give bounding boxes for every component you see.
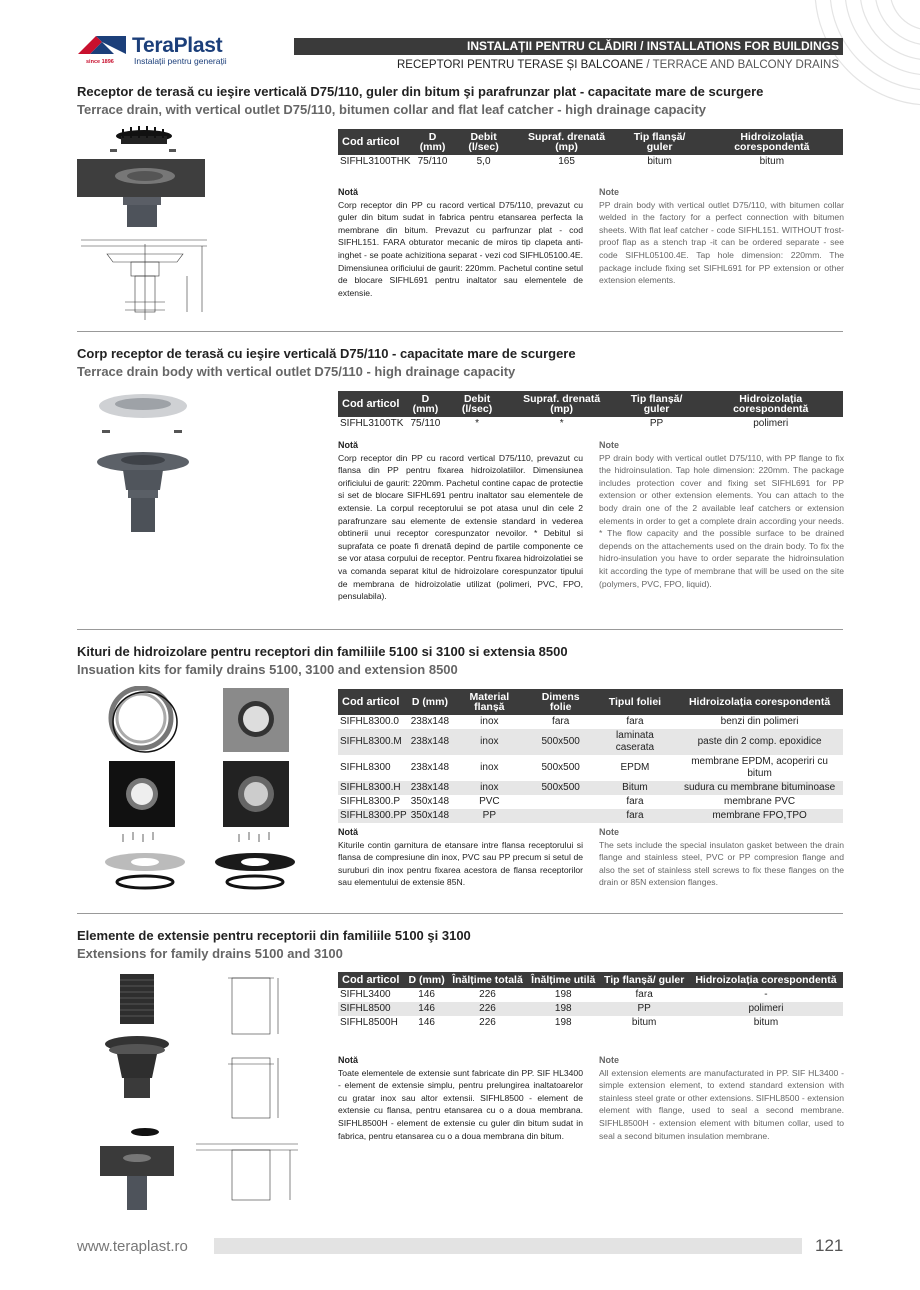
col-header: Cod articol <box>338 689 409 715</box>
table-cell <box>528 809 594 823</box>
col-header: Hidroizolația corespondentă <box>698 391 843 417</box>
table-cell: sudura cu membrane bituminoase <box>676 781 843 795</box>
s1-note-ro <box>338 186 583 299</box>
table-cell: SIFHL8300.H <box>338 781 409 795</box>
table-cell: 238x148 <box>410 762 450 773</box>
footer-bar <box>214 1238 802 1254</box>
s3-spec-table <box>338 689 843 823</box>
table-cell: bitum <box>647 156 672 167</box>
table-cell: inox <box>480 716 499 727</box>
note-text: The sets include the special insulaton gasket between the drain flange and stainless steel, PVC or PP compresion flange and also the set of stainless stell screws to fix these flanges on the drain or 85N extension flanges. <box>599 839 844 888</box>
s1-product-images <box>77 124 207 324</box>
col-header: Cod articol <box>338 391 405 417</box>
col-header: D (mm) <box>413 129 453 155</box>
table-cell: SIFHL8300.PP <box>340 810 407 821</box>
table-cell: fara <box>635 989 653 1000</box>
col-header: D (mm) <box>409 689 451 715</box>
table-cell: SIFHL3100THK <box>340 156 411 167</box>
col-header: Cod articol <box>338 972 405 988</box>
table-row <box>338 1016 843 1030</box>
note-title: Notă <box>338 440 358 450</box>
table-row <box>338 1002 843 1016</box>
s4-spec-table <box>338 972 843 1030</box>
s4-title-ro: Elemente de extensie pentru receptorii din familiile 5100 şi 3100 <box>77 928 471 943</box>
table-cell: SIFHL8500H <box>340 1017 398 1028</box>
col-header: D (mm) <box>405 972 448 988</box>
brand-logo <box>76 32 246 68</box>
table-cell: 5,0 <box>476 156 491 167</box>
table-cell: 500x500 <box>528 729 594 755</box>
table-header-row <box>338 391 843 417</box>
note-title: Notă <box>338 827 358 837</box>
table-row <box>338 988 843 1002</box>
col-header: Tipul foliei <box>594 689 676 715</box>
table-cell: 226 <box>479 1017 496 1028</box>
table-row <box>338 729 843 755</box>
table-cell: - <box>764 989 768 1000</box>
table-cell: 198 <box>554 989 572 1000</box>
table-header-row <box>338 689 843 715</box>
table-cell: SIFHL8300 <box>340 762 391 773</box>
brand-since: since 1896 <box>86 59 114 65</box>
table-cell: laminata caserata <box>594 729 676 755</box>
note-text: PP drain body with vertical outlet D75/110, with PP flange to fix the hidroinsulation. Tap hole dimension: 220mm. The package includes protection cover and fixing set SIFHL691 for PP extension or other extension elements. You can attach to the body drain one of the 2 available leaf catchers or extension elements in order to get a complete drain according your needs. * The flow capacity and the possible surface to be drained depends on the attachements used on the drain body. To fix the hidro-insulation you have to order separate the hidroinsulation kit according the type of membrane that will be used on the site (polymers, PVC, FPO, liquid). <box>599 452 844 589</box>
table-cell: bitum <box>759 156 785 167</box>
table-cell: paste din 2 comp. epoxidice <box>676 729 843 755</box>
table-cell: 146 <box>418 989 435 1000</box>
note-text: All extension elements are manufacturated in PP. SIF HL3400 - simple extension element, to extend standard extension with stainless steel grate or other extensions. SIFHL8500 - extension element with flange, used to seal a second membrane. SIFHL8500H - extension element with bitumen collar, used to seal a second bitumen insulation membrane. <box>599 1067 844 1141</box>
table-cell: 146 <box>405 1002 448 1016</box>
table-cell: 350x148 <box>410 796 450 807</box>
table-cell: PP <box>451 809 528 823</box>
s1-note-en <box>599 186 844 287</box>
table-row <box>338 155 843 169</box>
note-text: Toate elementele de extensie sunt fabricate din PP. SIF HL3400 - element de extensie simplu, pentru prelungirea inaltatoarelor cu gratar inox sau altor extensii. SIFHL8500 - element de extensie cu flansa, pentru etansarea cu o a doua membrana. SIFHL8500H - element de extensie cu guler din bitum sudat in fabrica, pentru etansarea cu o a doua membrana din bitum. <box>338 1067 583 1141</box>
table-cell: 226 <box>448 1002 527 1016</box>
col-header: Tip flanșă/ guler <box>615 391 699 417</box>
s2-title-en: Terrace drain body with vertical outlet D75/110 - high drainage capacity <box>77 364 516 379</box>
table-cell: fara <box>594 809 676 823</box>
table-cell: PP <box>599 1002 688 1016</box>
table-cell: inox <box>480 762 499 773</box>
table-cell: fara <box>626 716 644 727</box>
table-cell: 198 <box>527 1002 599 1016</box>
table-cell: polimeri <box>689 1002 843 1016</box>
table-cell: fara <box>552 716 570 727</box>
col-header: Înălțime totală <box>448 972 527 988</box>
note-text: PP drain body with vertical outlet D75/110, with bitumen collar welded in the factory for a perfect connection with bitumen sheets. With flat leaf catcher - code SIFHL151. WITHOUT frost-proof flap as a stench trap -it can be ordered separate - see code SIFHL05100.4E. Tap hole dimension: 220mm. The package include fixing set SIFHL691 for PP extension or other extension elements. <box>599 199 844 286</box>
table-cell: membrane FPO,TPO <box>676 809 843 823</box>
table-cell: * <box>475 418 480 429</box>
table-cell: 75/110 <box>417 156 448 167</box>
table-cell: 238x148 <box>410 716 450 727</box>
table-cell: 146 <box>418 1017 435 1028</box>
s3-title-ro: Kituri de hidroizolare pentru receptori din familiile 5100 si 3100 si extensia 8500 <box>77 644 568 659</box>
table-cell: EPDM <box>620 762 650 773</box>
table-cell: membrane EPDM, acoperiri cu bitum <box>691 756 828 779</box>
col-header: Hidroizolația corespondentă <box>689 972 843 988</box>
col-header: Cod articol <box>338 129 413 155</box>
table-cell: 238x148 <box>410 782 450 793</box>
table-row <box>338 809 843 823</box>
note-text: Corp receptor din PP cu racord vertical D75/110, prevazut cu flansa din PP pentru fixarea hidroizolatiilor. Dimensiunea orificiului de gaurit: 220mm. Pachetul contine capac de protectie si set de blocare SIFHL691 pentru inaltator sau elementele de extensie. La corpul receptorului se pot atasa unul din cele 2 parafrunzare sau elemente de extensie standard in vederea obtinerii unui receptor corespunzator nevoilor. * Debitul si suprafata ce poate fi drenată depind de partile componente ce se vor atasa corpului de receptor. Pentru fixarea hidroizolatiei se va comanda separat kitul de hidroizolare corespunzator tipului de membrana de hidroizolatie utilizat (polimeri, PVC, FPO, pensulabila). <box>338 452 583 602</box>
section-divider <box>77 913 843 914</box>
s3-title-en: Insuation kits for family drains 5100, 3100 and extension 8500 <box>77 662 458 677</box>
section-divider <box>77 629 843 630</box>
col-header: Tip flanșă/ guler <box>599 972 688 988</box>
note-title: Note <box>599 187 619 197</box>
s4-title-en: Extensions for family drains 5100 and 3100 <box>77 946 343 961</box>
table-cell: PP <box>649 418 664 429</box>
note-title: Note <box>599 827 619 837</box>
col-header: Dimens folie <box>528 689 594 715</box>
table-cell: SIFHL8300.0 <box>340 716 399 727</box>
table-cell: Bitum <box>594 781 676 795</box>
s4-note-en <box>599 1054 844 1142</box>
note-title: Note <box>599 1055 619 1065</box>
col-header: Înălțime utilă <box>527 972 599 988</box>
page-number: 121 <box>815 1236 844 1255</box>
col-header: Debit (l/sec) <box>452 129 514 155</box>
table-row <box>338 417 843 431</box>
s2-spec-table <box>338 391 843 431</box>
table-header-row <box>338 972 843 988</box>
table-cell: 350x148 <box>410 810 450 821</box>
table-row <box>338 795 843 809</box>
table-cell: 165 <box>558 156 575 167</box>
table-cell <box>528 795 594 809</box>
col-header: Debit (l/sec) <box>445 391 508 417</box>
s4-note-ro <box>338 1054 583 1142</box>
table-cell: fara <box>626 796 644 807</box>
table-cell: 198 <box>554 1017 572 1028</box>
s1-title-en: Terrace drain, with vertical outlet D75/110, bitumen collar and flat leaf catcher - high drainage capacity <box>77 102 707 117</box>
footer-url[interactable]: www.teraplast.ro <box>77 1238 188 1255</box>
col-header: Supraf. drenată (mp) <box>509 391 615 417</box>
note-title: Notă <box>338 1055 358 1065</box>
table-cell: SIFHL3100TK <box>340 418 404 429</box>
s3-note-en <box>599 826 844 889</box>
table-cell: benzi din polimeri <box>720 716 799 727</box>
s2-note-ro <box>338 439 583 603</box>
note-title: Notă <box>338 187 358 197</box>
col-header: Hidroizolația corespondentă <box>701 129 843 155</box>
table-cell: 500x500 <box>528 781 594 795</box>
table-cell: SIFHL3400 <box>340 989 391 1000</box>
table-header-row <box>338 129 843 155</box>
note-title: Note <box>599 440 619 450</box>
s3-note-ro <box>338 826 583 889</box>
brand-name: TeraPlast <box>132 34 223 57</box>
header-subtitle <box>294 59 843 71</box>
s4-product-images <box>100 966 300 1216</box>
section-divider <box>77 331 843 332</box>
table-cell: inox <box>451 729 528 755</box>
brand-tagline: Instalații pentru generații <box>134 56 227 66</box>
col-header: Material flanșă <box>451 689 528 715</box>
table-row <box>338 715 843 729</box>
col-header: D (mm) <box>405 391 445 417</box>
table-row <box>338 755 843 781</box>
table-cell: membrane PVC <box>724 796 796 807</box>
s2-product-images <box>88 390 198 540</box>
note-text: Kiturile contin garnitura de etansare intre flansa receptorului si flansa de compresiune din inox, PVC sau PP precum si setul de suruburi din inox pentru fixarea acestora de flansa receptorilor sau elementului de extensie 85N. <box>338 839 583 888</box>
table-cell: 500x500 <box>541 762 580 773</box>
table-row <box>338 781 843 795</box>
table-cell: * <box>559 418 564 429</box>
col-header: Supraf. drenată (mp) <box>515 129 619 155</box>
header-title: INSTALAȚII PENTRU CLĂDIRI / INSTALLATIONS FOR BUILDINGS <box>294 38 843 55</box>
s2-title-ro: Corp receptor de terasă cu ieşire verticală D75/110 - capacitate mare de scurgere <box>77 346 576 361</box>
table-cell: SIFHL8500 <box>338 1002 405 1016</box>
table-cell: 226 <box>479 989 496 1000</box>
table-cell: bitum <box>631 1017 657 1028</box>
s1-spec-table <box>338 129 843 169</box>
s1-title-ro: Receptor de terasă cu ieşire verticală D75/110, guler din bitum şi parafrunzar plat - capacitate mare de scurgere <box>77 84 764 99</box>
col-header: Tip flanșă/ guler <box>618 129 700 155</box>
col-header: Hidroizolația corespondentă <box>676 689 843 715</box>
header-sub-en: / TERRACE AND BALCONY DRAINS <box>643 59 839 71</box>
s2-note-en <box>599 439 844 590</box>
table-cell: 75/110 <box>410 418 441 429</box>
header-sub-ro: RECEPTORI PENTRU TERASE ȘI BALCOANE <box>396 59 644 71</box>
table-cell: bitum <box>753 1017 779 1028</box>
note-text: Corp receptor din PP cu racord vertical D75/110, prevazut cu guler din bitum sudat in fabrica pentru etansarea perfecta la membrane din bitum. Prevazut cu parfrunzar plat - cod SIFHL151. FARA obturator mecanic de miros tip clapeta anti-inghet - se poate achizitiona separat - vezi cod SIFHL05100.4E. Dimensiunea orificiului de gaurit: 220mm. Pachetul contine setul de blocare SIFHL691 pentru inaltator sau elementele de extensie. <box>338 199 583 298</box>
table-cell: PVC <box>479 796 500 807</box>
s3-product-images <box>105 686 295 892</box>
table-cell: 238x148 <box>409 729 451 755</box>
table-cell: inox <box>451 781 528 795</box>
table-cell: SIFHL8300.P <box>340 796 401 807</box>
table-cell: polimeri <box>753 418 789 429</box>
logo-roof-icon <box>76 32 128 62</box>
table-cell: SIFHL8300.M <box>338 729 409 755</box>
